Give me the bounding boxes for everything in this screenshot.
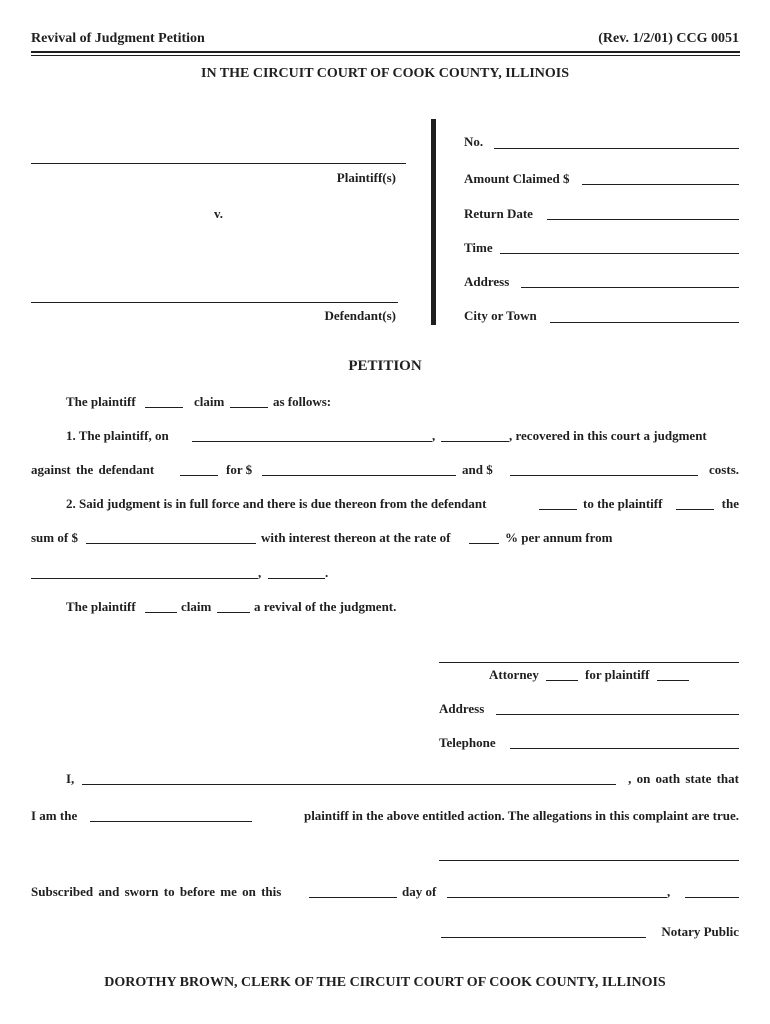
affiant-signature-field[interactable] [439, 860, 739, 861]
attorney-address-label: Address [439, 701, 485, 716]
case-no-label: No. [464, 134, 484, 149]
header-rule-thick [31, 51, 740, 53]
amount-claimed-field[interactable] [582, 184, 739, 185]
p2-text-c: the [721, 496, 739, 511]
city-field[interactable] [550, 322, 739, 323]
court-title: IN THE CIRCUIT COURT OF COOK COUNTY, ILLINOIS [201, 66, 569, 81]
revival-text-c: a revival of the judgment. [254, 599, 397, 614]
intro-claim-suffix-field[interactable] [230, 407, 268, 408]
plaintiff-name-field[interactable] [31, 163, 406, 164]
p1-text-c: , recovered in this court a judgment [509, 428, 707, 443]
sworn-day-field[interactable] [309, 897, 397, 898]
subscribed-text-b: day of [402, 884, 437, 899]
amount-claimed-label: Amount Claimed $ [464, 171, 570, 186]
subscribed-text-a: Subscribed and sworn to before me on this [31, 884, 282, 899]
costs-amount-field[interactable] [510, 475, 698, 476]
p2-comma: , [258, 565, 262, 580]
p2-text-d: sum of $ [31, 530, 78, 545]
sworn-month-field[interactable] [447, 897, 667, 898]
notary-signature-field[interactable] [441, 937, 646, 938]
time-field[interactable] [500, 253, 739, 254]
sum-due-field[interactable] [86, 543, 256, 544]
interest-from-year-field[interactable] [268, 578, 325, 579]
attorney-signature-field[interactable] [439, 662, 739, 663]
attorney-telephone-label: Telephone [439, 735, 496, 750]
form-title: Revival of Judgment Petition [31, 31, 205, 46]
p1-text-a: 1. The plaintiff, on [66, 428, 169, 443]
judgment-date-field[interactable] [192, 441, 432, 442]
attorney-label-a: Attorney [489, 667, 539, 682]
p1-text-e: for $ [226, 462, 253, 477]
defendant-suffix-field[interactable] [180, 475, 218, 476]
intro-text-b: claim [194, 394, 225, 409]
plaintiffs-label: Plaintiff(s) [336, 170, 396, 185]
iam-text-a: I am the [31, 808, 78, 823]
p2-text-a: 2. Said judgment is in full force and there is due thereon from the defendant [66, 496, 487, 511]
oath-i-label: I, [66, 771, 75, 786]
subscribed-comma: , [667, 884, 671, 899]
attorney-suffix-field[interactable] [546, 680, 578, 681]
defendants-label: Defendant(s) [324, 308, 396, 323]
address-label: Address [464, 274, 510, 289]
p2-plaintiff-suffix-field[interactable] [676, 509, 714, 510]
time-label: Time [464, 240, 493, 255]
p2-period: . [325, 565, 329, 580]
p1-comma: , [432, 428, 436, 443]
p2-text-b: to the plaintiff [583, 496, 663, 511]
p1-text-g: costs. [709, 462, 739, 477]
p1-text-d: against the defendant [31, 462, 155, 477]
interest-from-date-field[interactable] [31, 578, 258, 579]
revival-text-b: claim [181, 599, 212, 614]
affiant-role-field[interactable] [90, 821, 252, 822]
petition-heading: PETITION [348, 358, 422, 374]
clerk-footer: DOROTHY BROWN, CLERK OF THE CIRCUIT COURT OF COOK COUNTY, ILLINOIS [104, 975, 666, 990]
p2-defendant-suffix-field[interactable] [539, 509, 577, 510]
header-rule-thin [31, 55, 740, 56]
revival-claim-suffix-field[interactable] [217, 612, 250, 613]
intro-text-c: as follows: [273, 394, 332, 409]
judgment-year-field[interactable] [441, 441, 509, 442]
intro-plaintiff-suffix-field[interactable] [145, 407, 183, 408]
notary-public-label: Notary Public [661, 924, 739, 939]
city-label: City or Town [464, 308, 537, 323]
judgment-amount-field[interactable] [262, 475, 456, 476]
p2-text-f: % per annum from [505, 530, 613, 545]
case-no-field[interactable] [494, 148, 739, 149]
revival-plaintiff-suffix-field[interactable] [145, 612, 177, 613]
versus-label: v. [214, 206, 224, 221]
p2-text-e: with interest thereon at the rate of [261, 530, 451, 545]
affiant-name-field[interactable] [82, 784, 616, 785]
attorney-label-b: for plaintiff [585, 667, 650, 682]
attorney-telephone-field[interactable] [510, 748, 739, 749]
return-date-field[interactable] [547, 219, 739, 220]
oath-tail: , on oath state that [628, 771, 739, 786]
p1-text-f: and $ [462, 462, 493, 477]
attorney-plaintiff-suffix-field[interactable] [657, 680, 689, 681]
return-date-label: Return Date [464, 206, 533, 221]
iam-text-b: plaintiff in the above entitled action. The allegations in this complaint are true. [303, 808, 739, 823]
caption-divider [431, 119, 436, 325]
interest-rate-field[interactable] [469, 543, 499, 544]
address-field[interactable] [521, 287, 739, 288]
sworn-year-field[interactable] [685, 897, 739, 898]
form-code: (Rev. 1/2/01) CCG 0051 [598, 31, 739, 46]
attorney-address-field[interactable] [496, 714, 739, 715]
defendant-name-field[interactable] [31, 302, 398, 303]
revival-text-a: The plaintiff [66, 599, 136, 614]
intro-text-a: The plaintiff [66, 394, 136, 409]
